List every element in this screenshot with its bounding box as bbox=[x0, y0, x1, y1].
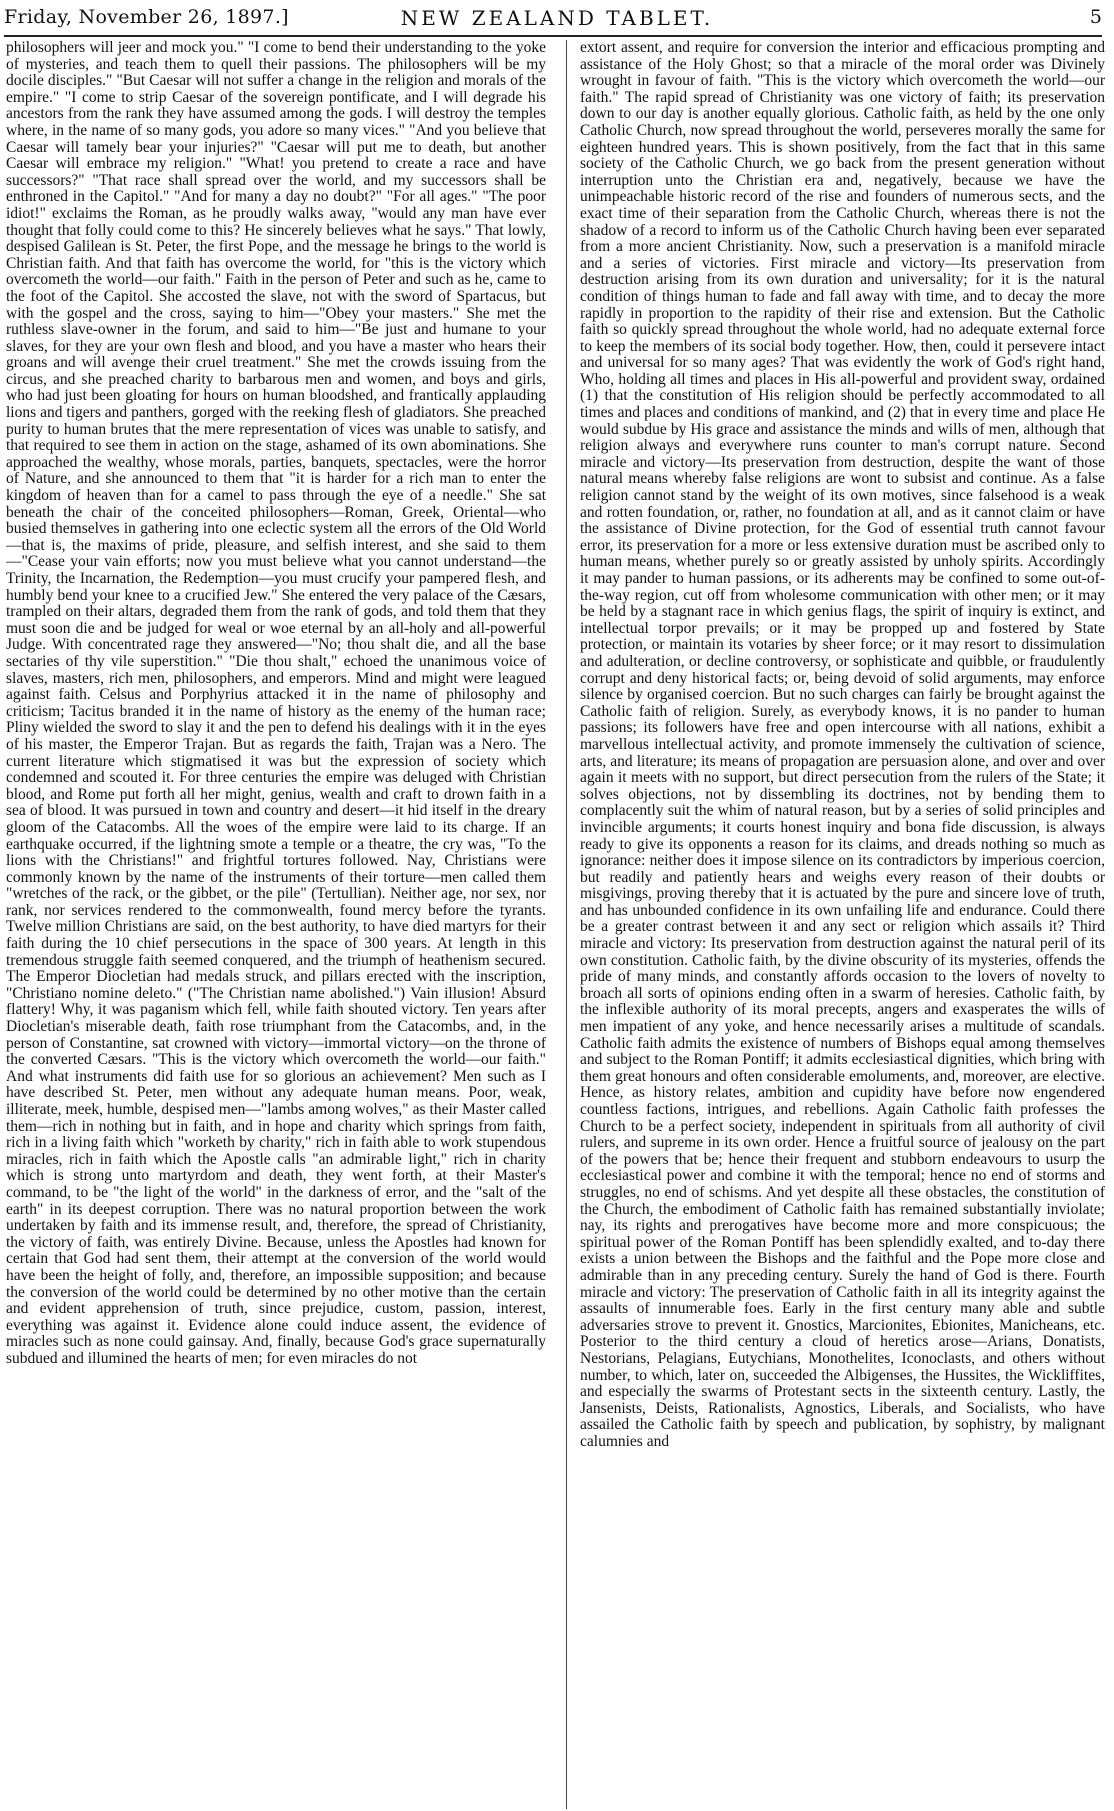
issue-date: Friday, November 26, 1897.] bbox=[4, 6, 289, 28]
header-rule bbox=[4, 35, 1102, 37]
article-column-right bbox=[580, 40, 1105, 1809]
article-text-left: philosophers will jeer and mock you." "I come to bend their understanding to the yoke of mysteries, and teach them to quell their passions. The philosophers will be my docile disciples." "But Caesar will not suffer a change in the religion and morals of the empire." "I come to strip Caesar of the sovereign pontificate, and I will degrade his ancestors from the rank they have assumed among the gods. I will destroy the temples where, in the name of so many gods, you adore so many vices." "And you believe that Caesar will tamely bear your injuries?" "Caesar will put me to death, but another Caesar will embrace my religion." "What! you pretend to create a race and have successors?" "That race shall spread over the world, and my successors shall be enthroned in the Capitol." "And for many a day no doubt?" "For all ages." "The poor idiot!" exclaims the Roman, as he proudly walks away, "would any man have ever thought that folly could come to this? He sincerely believes what he says." That lowly, despised Galilean is St. Peter, the first Pope, and the message he brings to the world is Christian faith. And that faith has overcome the world, for "this is the victory which overcometh the world—our faith." Faith in the person of Peter and such as he, came to the foot of the Capitol. She accosted the slave, not with the sword of Spartacus, but with the gospel and the cross, saying to him—"Obey your masters." She met the ruthless slave-owner in the forum, and said to him—"Be just and humane to your slaves, for they are your own flesh and blood, and you have a master who hears their groans and will avenge their cruel treatment." She met the crowds issuing from the circus, and she preached charity to barbarous men and women, and boys and girls, who had just been gloating for hours on human bloodshed, and frantically applauding lions and tigers and panthers, gorged with the reeking flesh of gladiators. She preached purity to human brutes that the mere representation of vices was unable to satisfy, and that required to see them in action on the stage, ashamed of its own abominations. She approached the wealthy, whose morals, parties, banquets, spectacles, were the horror of Nature, and she announced to them that "it is harder for a rich man to enter the kingdom of heaven than for a camel to pass through the eye of a needle." She sat beneath the chair of the conceited philosophers—Roman, Greek, Oriental—who busied themselves in gathering into one eclectic system all the errors of the Old World—that is, the maxims of pride, pleasure, and selfish interest, and she said to them—"Cease your vain efforts; now you must believe what you cannot understand—the Trinity, the Incarnation, the Redemption—you must crucify your pampered flesh, and humbly bend your knee to a crucified Jew." She entered the very palace of the Cæsars, trampled on their altars, degraded them from the rank of gods, and told them that they must soon die and be judged for weal or woe eternal by an all-holy and all-powerful Judge. With concentrated rage they answered—"No; thou shalt die, and all the base sectaries of thy vile superstition." "Die thou shalt," echoed the unanimous voice of slaves, masters, rich men, philosophers, and emperors. Mind and might were leagued against faith. Celsus and Porphyrius attacked it in the name of philosophy and criticism; Tacitus branded it in the name of history as the enemy of the human race; Pliny wielded the sword to slay it and the pen to defend his dealings with it in the eyes of his master, the Emperor Trajan. But as regards the faith, Trajan was a Nero. The current literature which stigmatised it was but the expression of society which condemned and scouted it. For three centuries the empire was deluged with Christian blood, and Rome put forth all her might, genius, wealth and craft to drown faith in a sea of blood. It was pursued in town and country and desert—it hid itself in the dreary gloom of the Catacombs. All the woes of the empire were laid to its charge. If an earthquake occurred, if the lightning smote a temple or a theatre, the cry was, "To the lions with the Christians!" and frightful tortures followed. Nay, Christians were commonly known by the name of the instruments of their torture—men called them "wretches of the rack, or the gibbet, or the pile" (Tertullian). Neither age, nor sex, nor rank, nor services rendered to the commonwealth, found mercy before the tyrants. Twelve million Christians are said, on the best authority, to have died martyrs for their faith during the 10 chief persecutions in the space of 300 years. At length in this tremendous struggle faith seemed conquered, and the triumph of heathenism secured. The Emperor Diocletian had medals struck, and pillars erected with the inscription, "Christiano nomine deleto." ("The Christian name abolished.") Vain illusion! Absurd flattery! Why, it was paganism which fell, while faith shouted victory. Ten years after Diocletian's miserable death, faith rose triumphant from the Catacombs, and, in the person of Constantine, sat crowned with victory—immortal victory—on the throne of the converted Cæsars. "This is the victory which overcometh the world—our faith." And what instruments did faith use for so glorious an achievement? Men such as I have described St. Peter, men without any adequate human means. Poor, weak, illiterate, meek, humble, despised men—"lambs among wolves," as their Master called them—rich in nothing but in faith, and in hope and charity which springs from faith, rich in a living faith which "worketh by charity," rich in faith able to work stupendous miracles, rich in faith which the Apostle calls "an admirable light," rich in charity which is strong unto martyrdom and death, they went forth, at their Master's command, to be "the light of the world" in the darkness of error, and the "salt of the earth" in its deepest corruption. There was no natural proportion between the work undertaken by faith and its immense result, and, therefore, the spread of Christianity, the victory of faith, was entirely Divine. Because, unless the Apostles had known for certain that God had sent them, their attempt at the conversion of the world would have been the height of folly, and, therefore, an impossible supposition; and because the conversion of the world could be determined by no other motive than the certain and evident apprehension of truth, since prejudice, custom, passion, interest, everything was against it. Evidence alone could induce assent, the evidence of miracles such as none could gainsay. And, finally, because God's grace supernaturally subdued and illumined the hearts of men; for even miracles do not bbox=[6, 40, 546, 1367]
article-text-right: extort assent, and require for conversion the interior and efficacious prompting and assistance of the Holy Ghost; so that a miracle of the moral order was Divinely wrought in favour of faith. "This is the victory which overcometh the world—our faith." The rapid spread of Christianity was one victory of faith; its preservation down to our day is another equally glorious. Catholic faith, as held by the one only Catholic Church, now spread throughout the world, perseveres morally the same for eighteen hundred years. This is shown positively, from the fact that in this same society of the Catholic Church, we go back from the present generation without interruption unto the Christian era and, negatively, because we have the unimpeachable historic record of the rise and founders of numerous sects, and the exact time of their separation from the Catholic Church, whereas there is not the shadow of a record to inform us of the Catholic Church having been ever separated from a more ancient Christianity. Now, such a preservation is a manifold miracle and a series of victories. First miracle and victory—Its preservation from destruction arising from its own duration and universality; for it is the natural condition of things human to fade and fall away with time, and to decay the more rapidly in proportion to the rapidity of their rise and extension. But the Catholic faith so quickly spread throughout the whole world, had no adequate external force to keep the members of its social body together. How, then, could it persevere intact and universal for so many ages? That was evidently the work of God's right hand, Who, holding all times and places in His all-powerful and provident sway, ordained (1) that the constitution of His religion should be perfectly accommodated to all times and places and conditions of mankind, and (2) that in every time and place He would subdue by His grace and assistance the minds and wills of men, although that religion always and everywhere runs counter to man's corrupt nature. Second miracle and victory—Its preservation from destruction, despite the want of those natural means whereby false religions are wont to subsist and continue. As a false religion cannot stand by the weight of its own motives, since falsehood is a weak and rotten foundation, or, rather, no foundation at all, and as it cannot claim or have the assistance of Divine protection, for the God of essential truth cannot favour error, its preservation for a more or less extensive duration must be ascribed only to human means, whether purely so or greatly assisted by unholy spirits. Accordingly it may pander to human passions, or its adherents may be confined to some out-of-the-way region, cut off from wholesome communication with other men; or it may be held by a stagnant race in which genius flags, the spirit of inquiry is extinct, and intellectual torpor prevails; or it may be propped up and fostered by State protection, or maintain its votaries by sheer force; or it may resort to dissimulation and adulteration, or decline controversy, or sophisticate and quibble, or fraudulently corrupt and deny historical facts; or, being devoid of solid arguments, may enforce silence by organised coercion. But no such charges can fairly be brought against the Catholic faith of religion. Surely, as everybody knows, it is no pander to human passions; its followers have free and open intercourse with all nations, exhibit a marvellous intellectual activity, and promote immensely the cultivation of science, arts, and literature; its means of propagation are persuasion alone, and over and over again it meets with no support, but direct persecution from the rulers of the State; it solves objections, not by dissembling its doctrines, not by bending them to complacently suit the whim of natural reason, but by a series of solid principles and invincible arguments; it courts honest inquiry and bona fide discussion, is always ready to give its opponents a reason for its claims, and dreads nothing so much as ignorance: neither does it impose silence on its contradictors by imperious coercion, but readily and patiently hears and weighs every reason of their doubts or misgivings, proving thereby that it is actuated by the pure and sincere love of truth, and has unbounded confidence in its own unfailing life and endurance. Could there be a greater contrast between it and any sect or religion which assails it? Third miracle and victory: Its preservation from destruction against the natural peril of its own constitution. Catholic faith, by the divine obscurity of its mysteries, offends the pride of many minds, and constantly affords occasion to the lovers of novelty to broach all sorts of opinions ending often in a swarm of heresies. Catholic faith, by the inflexible authority of its moral precepts, angers and exasperates the wills of men impatient of any yoke, and hence necessarily arises a multitude of scandals. Catholic faith admits the existence of numbers of Bishops equal among themselves and subject to the Roman Pontiff; it admits ecclesiastical dignities, which bring with them great honours and often considerable emoluments, and, moreover, are elective. Hence, as history relates, ambition and cupidity have before now engendered countless factions, intrigues, and rebellions. Again Catholic faith professes the Church to be a perfect society, independent in spirituals from all authority of civil rulers, and supreme in its own order. Hence a fruitful source of jealousy on the part of the powers that be; hence their frequent and stubborn endeavours to usurp the ecclesiastical power and combine it with the temporal; hence no end of storms and struggles, no end of schisms. And yet despite all these obstacles, the constitution of the Church, the embodiment of Catholic faith has remained substantially inviolate; nay, its rights and prerogatives have become more and more conspicuous; the spiritual power of the Roman Pontiff has been splendidly exalted, and to-day there exists a union between the Bishops and the faithful and the Pope more close and admirable than in any preceding century. Surely the hand of God is there. Fourth miracle and victory: The preservation of Catholic faith in all its integrity against the assaults of innumerable foes. Early in the first century many able and subtle adversaries strove to prevent it. Gnostics, Marcionites, Ebionites, Manicheans, etc. Posterior to the third century a cloud of heretics arose—Arians, Donatists, Nestorians, Pelagians, Eutychians, Monothelites, Iconoclasts, and others without number, to which, later on, succeeded the Albigenses, the Hussites, the Wickliffites, and especially the swarms of Protestant sects in the sixteenth century. Lastly, the Jansenists, Deists, Rationalists, Agnostics, Liberals, and Socialists, who have assailed the Catholic faith by speech and publication, by sophistry, by malignant calumnies and bbox=[580, 40, 1105, 1450]
column-divider bbox=[566, 40, 567, 1809]
masthead-title: NEW ZEALAND TABLET. bbox=[400, 6, 714, 30]
page-number: 5 bbox=[1089, 6, 1102, 28]
article-column-left bbox=[6, 40, 546, 1809]
page-header bbox=[0, 2, 1114, 32]
